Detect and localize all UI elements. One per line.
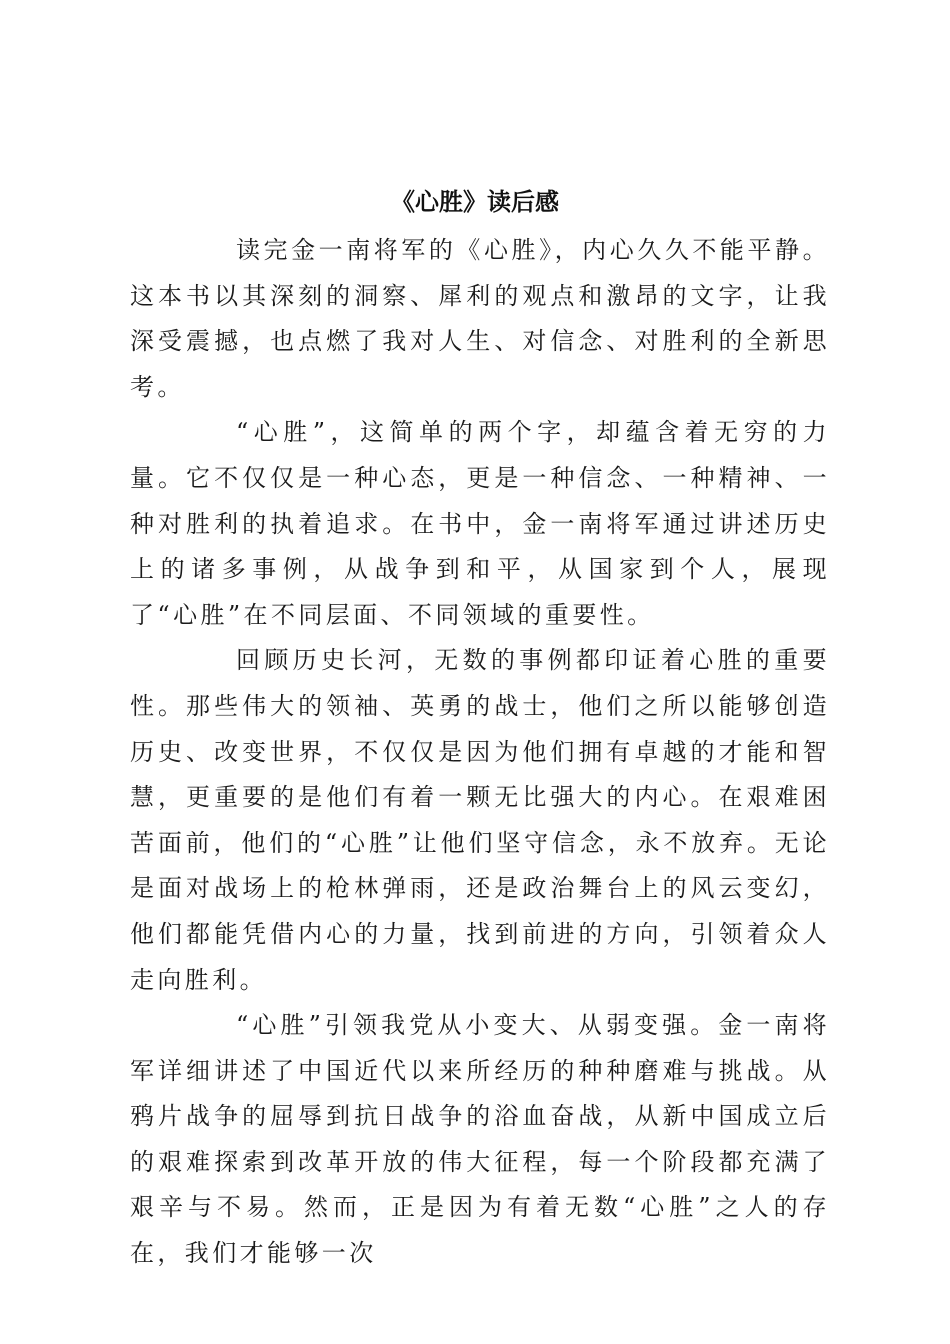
document-title: 《心胜》读后感: [391, 187, 559, 216]
document-body: [130, 228, 830, 1277]
paragraph-1: 读完金一南将军的《心胜》，内心久久不能平静。这本书以其深刻的洞察、犀利的观点和激昂的文字，让我深受震撼，也点燃了我对人生、对信念、对胜利的全新思考。: [130, 236, 830, 401]
paragraph-4: “心胜”引领我党从小变大、从弱变强。金一南将军详细讲述了中国近代以来所经历的种种磨难与挑战。从鸦片战争的屈辱到抗日战争的浴血奋战，从新中国成立后的艰难探索到改革开放的伟大征程，每一个阶段都充满了艰辛与不易。然而，正是因为有着无数“心胜”之人的存在，我们才能够一次: [130, 1011, 830, 1268]
paragraph-2: “心胜”，这简单的两个字，却蕴含着无穷的力量。它不仅仅是一种心态，更是一种信念、一种精神、一种对胜利的执着追求。在书中，金一南将军通过讲述历史上的诸多事例，从战争到和平，从国家到个人，展现了“心胜”在不同层面、不同领域的重要性。: [130, 418, 830, 629]
paragraph-3: 回顾历史长河，无数的事例都印证着心胜的重要性。那些伟大的领袖、英勇的战士，他们之所以能够创造历史、改变世界，不仅仅是因为他们拥有卓越的才能和智慧，更重要的是他们有着一颗无比强大的内心。在艰难困苦面前，他们的“心胜”让他们坚守信念，永不放弃。无论是面对战场上的枪林弹雨，还是政治舞台上的风云变幻，他们都能凭借内心的力量，找到前进的方向，引领着众人走向胜利。: [130, 646, 830, 994]
